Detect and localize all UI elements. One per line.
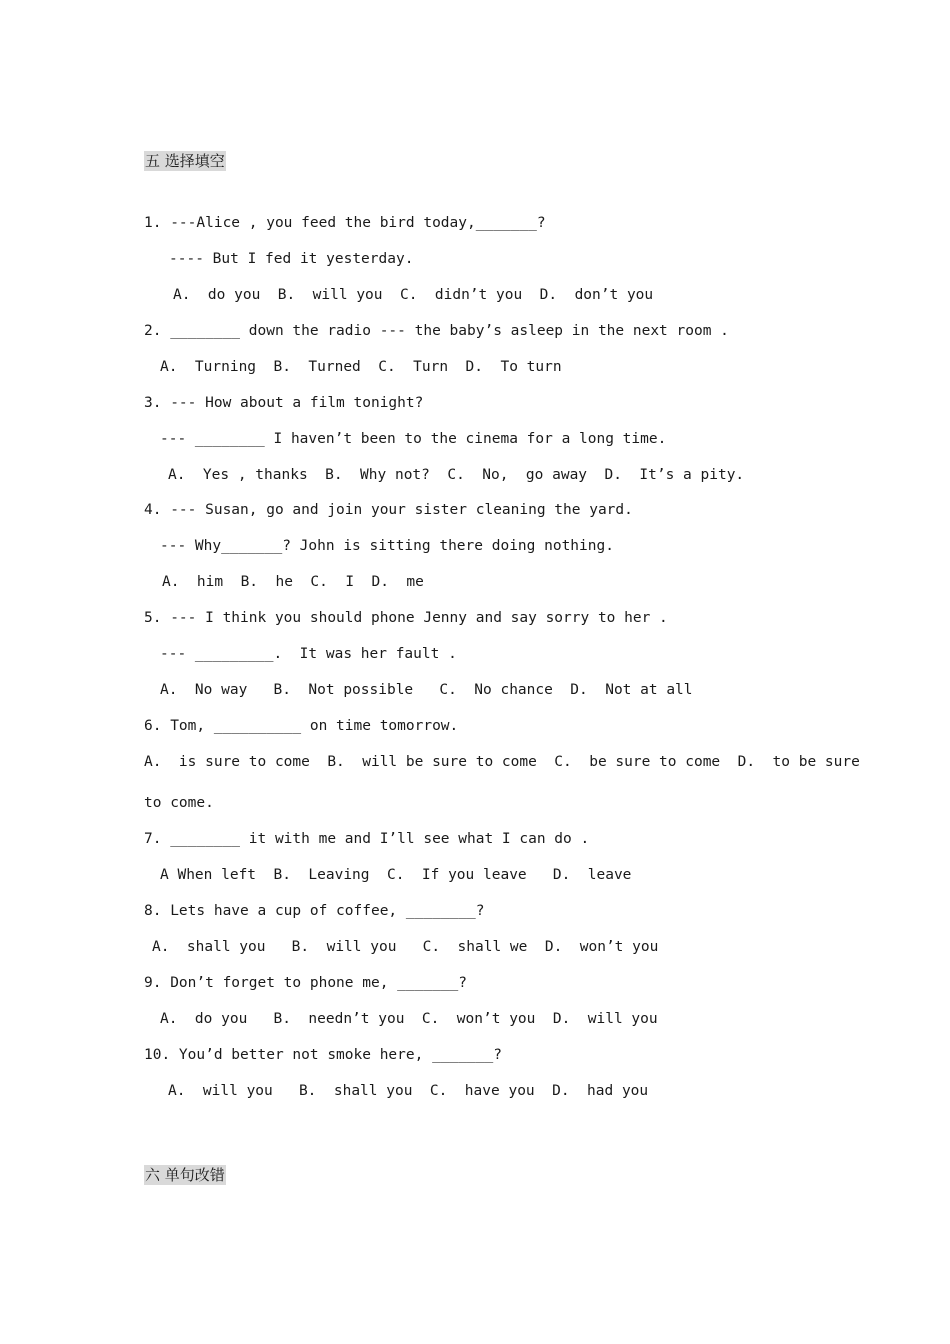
question-9-stem: 9. Don’t forget to phone me, _______? xyxy=(144,975,468,991)
question-3-stem: 3. --- How about a film tonight? xyxy=(144,395,424,411)
question-1-reply: ---- But I fed it yesterday. xyxy=(169,251,414,267)
question-5-options: A. No way B. Not possible C. No chance D. Not at all xyxy=(160,682,693,698)
question-4-reply: --- Why_______? John is sitting there doing nothing. xyxy=(160,538,614,554)
question-1-stem: 1. ---Alice , you feed the bird today,_______? xyxy=(144,215,546,231)
question-10-stem: 10. You’d better not smoke here, _______? xyxy=(144,1047,502,1063)
question-9-options: A. do you B. needn’t you C. won’t you D. will you xyxy=(160,1011,658,1027)
question-7-stem: 7. ________ it with me and I’ll see what I can do . xyxy=(144,831,590,847)
question-8-stem: 8. Lets have a cup of coffee, ________? xyxy=(144,903,485,919)
question-7-options: A When left B. Leaving C. If you leave D. leave xyxy=(160,867,632,883)
section-heading-6: 六 单句改错 xyxy=(145,1166,225,1184)
question-6-options: A. is sure to come B. will be sure to come C. be sure to come D. to be sure xyxy=(144,754,860,770)
question-10-options: A. will you B. shall you C. have you D. had you xyxy=(168,1083,649,1099)
question-2-stem: 2. ________ down the radio --- the baby’s asleep in the next room . xyxy=(144,323,729,339)
question-2-options: A. Turning B. Turned C. Turn D. To turn xyxy=(160,359,562,375)
question-1-options: A. do you B. will you C. didn’t you D. don’t you xyxy=(173,287,654,303)
question-3-reply: --- ________ I haven’t been to the cinema for a long time. xyxy=(160,431,667,447)
question-4-stem: 4. --- Susan, go and join your sister cleaning the yard. xyxy=(144,502,633,518)
question-3-options: A. Yes , thanks B. Why not? C. No, go away D. It’s a pity. xyxy=(168,467,745,483)
question-6-options-continued: to come. xyxy=(144,795,214,811)
question-5-reply: --- _________. It was her fault . xyxy=(160,646,457,662)
section-heading-5: 五 选择填空 xyxy=(145,152,225,170)
question-5-stem: 5. --- I think you should phone Jenny and say sorry to her . xyxy=(144,610,668,626)
question-8-options: A. shall you B. will you C. shall we D. won’t you xyxy=(152,939,659,955)
question-4-options: A. him B. he C. I D. me xyxy=(162,574,424,590)
question-6-stem: 6. Tom, __________ on time tomorrow. xyxy=(144,718,459,734)
